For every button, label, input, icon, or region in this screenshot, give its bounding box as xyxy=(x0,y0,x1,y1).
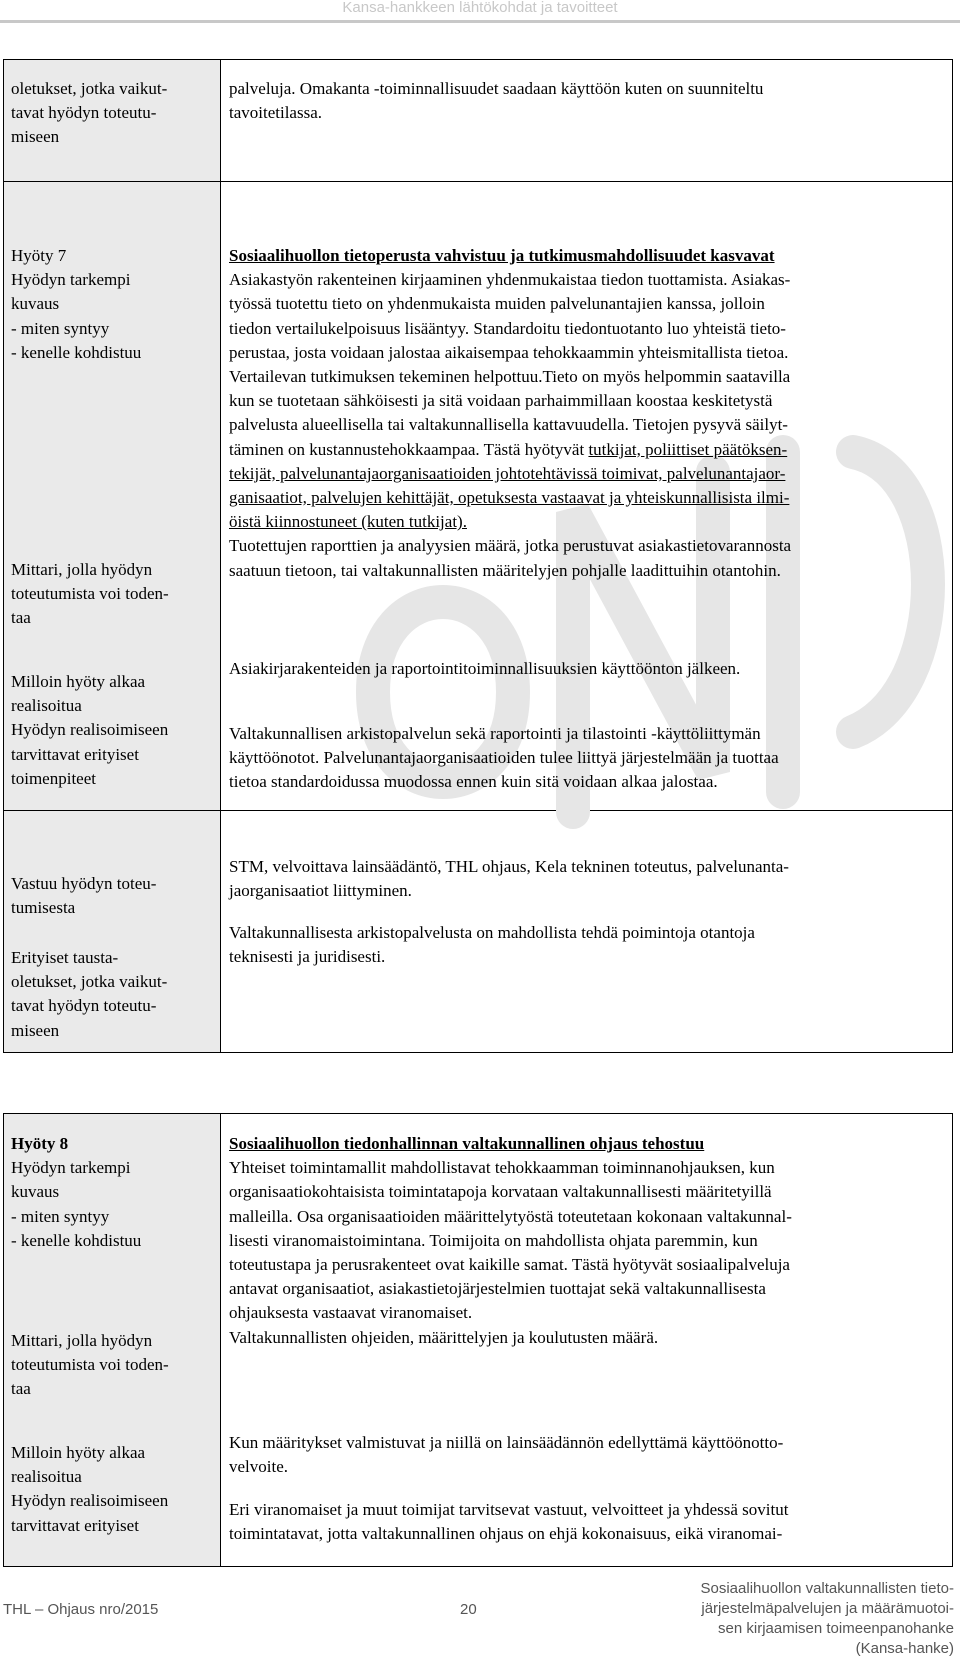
text-line: Valtakunnallisen arkistopalvelun sekä raportointi ja tilastointi -käyttöliittymän xyxy=(229,724,761,743)
text-line: perustaa, josta voidaan jalostaa aikaisempaa tehokkaammin yhteismitallista tietoa. xyxy=(229,342,789,362)
text-line: realisoitua xyxy=(11,696,82,716)
hyoty-7-right-actions xyxy=(229,722,945,795)
text-line: järjestelmäpalvelujen ja määrämuotoi- xyxy=(701,1600,954,1617)
top-right-text xyxy=(229,77,945,125)
text-line: Vertailevan tutkimuksen tekeminen helpottuu.Tieto on myös helpommin saatavilla xyxy=(229,367,791,387)
text-line: käyttöönotot. Palvelunantajaorganisaatioiden tulee liittyä järjestelmään ja tuottaa xyxy=(229,748,779,768)
hyoty-7-left-responsibility xyxy=(11,872,217,920)
text-line: työssä tuotettu tieto on yhdenmukaista muiden palvelunantajien kanssa, jolloin xyxy=(229,294,765,314)
text-line: toteutustapa ja perusrakenteet ovat kaikille samat. Tästä hyötyvät sosiaalipalveluja xyxy=(229,1255,790,1275)
benefit-title: Hyöty 8 xyxy=(11,1134,69,1153)
text-line: jaorganisaatiot liittyminen. xyxy=(229,881,412,901)
benefit-heading: Sosiaalihuollon tiedonhallinnan valtakunnallinen ohjaus tehostuu xyxy=(229,1134,705,1153)
text-line: kun se tuotetaan sähköisesti ja sitä voidaan parhaimmillaan koostaa keskitetystä xyxy=(229,391,773,411)
text-line: saatuun tietoon, tai valtakunnallisten määritelyjen pohjalle laadittuihin otantohin. xyxy=(229,560,781,580)
text-line: lisesti viranomaistoimintana. Toimijoita on mahdollista ohjata paremmin, kun xyxy=(229,1230,758,1250)
text-line: sen kirjaamisen toimeenpanohanke xyxy=(718,1620,954,1637)
text-line: organisaatiokohtaisista toimintatapoja korvataan valtakunnallisesti määritetyillä xyxy=(229,1182,772,1202)
text-line: Asiakastyön rakenteinen kirjaaminen yhdenmukaistaa tiedon tuottamista. Asiakas- xyxy=(229,270,791,290)
hyoty-7-left-desc xyxy=(11,244,217,365)
top-left-label xyxy=(11,77,217,150)
table-row-top xyxy=(3,59,955,182)
text-line: Eri viranomaiset ja muut toimijat tarvitsevat vastuut, velvoitteet ja yhdessä sovitut xyxy=(229,1500,789,1519)
text-line: Hyödyn realisoimiseen xyxy=(11,720,169,740)
hyoty-8-left-when xyxy=(11,1441,217,1538)
text-line: toteutumista voi toden- xyxy=(11,584,169,604)
hyoty-7-left-when xyxy=(11,670,217,791)
text-line: Hyödyn tarkempi xyxy=(11,1158,131,1178)
hyoty-7-left-meter xyxy=(11,558,217,631)
hyoty-8-right-desc xyxy=(229,1132,945,1350)
text-line: oletukset, jotka vaikut- xyxy=(11,972,168,992)
page-number: 20 xyxy=(460,1601,477,1618)
text-line: Valtakunnallisesta arkistopalvelusta on mahdollista tehdä poimintoja otantoja xyxy=(229,923,755,942)
text-line: oletukset, jotka vaikut- xyxy=(11,79,168,98)
text-line: tarvittavat erityiset xyxy=(11,744,139,764)
hyoty-7-right-assumptions xyxy=(229,921,945,969)
text-line: Tuotettujen raporttien ja analyysien määrä, jotka perustuvat asiakastietovarannosta xyxy=(229,536,792,556)
text-line: taa xyxy=(11,608,31,628)
text-line: miseen xyxy=(11,127,60,147)
text-line: Valtakunnallisten ohjeiden, määrittelyjen ja koulutusten määrä. xyxy=(229,1327,659,1347)
text-line: tietoa standardoidussa muodossa ennen kuin sitä voidaan alkaa jalostaa. xyxy=(229,772,718,792)
text-line: miseen xyxy=(11,1020,60,1040)
text-line: - miten syntyy xyxy=(11,1206,110,1226)
text-line: kuvaus xyxy=(11,1182,60,1202)
hyoty-8-right-when xyxy=(229,1431,945,1479)
hyoty-8-right-actions xyxy=(229,1498,945,1546)
hyoty-8-block xyxy=(3,1113,955,1567)
hyoty-8-left-desc xyxy=(11,1132,217,1253)
text-line: täminen on kustannustehokkaampaa. Tästä hyötyvät xyxy=(229,439,589,459)
beneficiaries-text: ganisaatiot, palvelujen kehittäjät, opetuksesta vastaavat ja yhteiskunnallisista ilmi- xyxy=(229,488,790,508)
text-line: - kenelle kohdistuu xyxy=(11,1230,142,1250)
benefit-heading: Sosiaalihuollon tietoperusta vahvistuu ja tutkimusmahdollisuudet kasvavat xyxy=(229,246,775,265)
text-line: tarvittavat erityiset xyxy=(11,1515,139,1535)
text-line: toimenpiteet xyxy=(11,768,96,788)
hyoty-7-right-responsibility xyxy=(229,855,945,903)
text-line: kuvaus xyxy=(11,294,60,314)
text-line: velvoite. xyxy=(229,1457,289,1477)
hyoty-7-left-assumptions xyxy=(11,946,217,1043)
hyoty-7-right-desc xyxy=(229,244,945,583)
hyoty-8-left-meter xyxy=(11,1329,217,1402)
text-line: Sosiaalihuollon valtakunnallisten tieto- xyxy=(700,1580,954,1597)
running-header: Kansa-hankkeen lähtökohdat ja tavoitteet xyxy=(342,0,618,16)
text-line: - kenelle kohdistuu xyxy=(11,342,142,362)
text-line: tavat hyödyn toteutu- xyxy=(11,103,157,123)
text-line: (Kansa-hanke) xyxy=(855,1640,954,1657)
text-line: palvelusta alueellisella tai valtakunnallisella kattavuudella. Tietojen pysyvä säilyt- xyxy=(229,415,788,435)
text-line: tiedon vertailukelpoisuus lisääntyy. Standardoitu tiedontuotanto luo yhteistä tieto- xyxy=(229,318,786,338)
text-line: tavoitetilassa. xyxy=(229,103,323,123)
text-line: Hyödyn realisoimiseen xyxy=(11,1491,169,1511)
text-line: antavat organisaatiot, asiakastietojärjestelmien tuottajat sekä valtakunnallisesta xyxy=(229,1279,766,1299)
footer-project-name xyxy=(624,1579,954,1659)
text-line: Kun määritykset valmistuvat ja niillä on lainsäädännön edellyttämä käyttöönotto- xyxy=(229,1433,784,1452)
text-line: ohjauksesta vastaavat viranomaiset. xyxy=(229,1303,473,1323)
text-line: toteutumista voi toden- xyxy=(11,1355,169,1375)
text-line: Asiakirjarakenteiden ja raportointitoiminnallisuuksien käyttöönton jälkeen. xyxy=(229,659,741,678)
text-line: toimintatavat, jotta valtakunnallinen ohjaus on ehjä kokonaisuus, eikä viranomai- xyxy=(229,1524,783,1544)
text-line: taa xyxy=(11,1379,31,1399)
text-line: Mittari, jolla hyödyn xyxy=(11,560,153,579)
text-line: STM, velvoittava lainsäädäntö, THL ohjaus, Kela tekninen toteutus, palvelunanta- xyxy=(229,857,789,876)
beneficiaries-text: öistä kiinnostuneet (kuten tutkijat). xyxy=(229,512,467,532)
text-line: Erityiset tausta- xyxy=(11,948,119,967)
header-rule xyxy=(0,20,960,23)
text-line: teknisesti ja juridisesti. xyxy=(229,947,386,967)
hyoty-7-continued-block xyxy=(3,811,955,1053)
benefit-title: Hyöty 7 xyxy=(11,246,67,265)
text-line: tavat hyödyn toteutu- xyxy=(11,996,157,1016)
beneficiaries-text: tekijät, palvelunantajaorganisaatioiden johtotehtävissä toimivat, palvelunantajaor- xyxy=(229,463,786,483)
text-line: tumisesta xyxy=(11,898,76,918)
text-line: malleilla. Osa organisaatioiden määrittelytyöstä toteutetaan kokonaan valtakunnal- xyxy=(229,1206,792,1226)
text-line: Hyödyn tarkempi xyxy=(11,270,131,290)
text-line: palveluja. Omakanta -toiminnallisuudet saadaan käyttöön kuten on suunniteltu xyxy=(229,79,764,98)
beneficiaries-text: tutkijat, poliittiset päätöksen- xyxy=(588,439,788,459)
text-line: Vastuu hyödyn toteu- xyxy=(11,874,157,893)
text-line: Mittari, jolla hyödyn xyxy=(11,1331,153,1350)
text-line: Milloin hyöty alkaa xyxy=(11,1443,146,1462)
text-line: Yhteiset toimintamallit mahdollistavat tehokkaamman toiminnanohjauksen, kun xyxy=(229,1158,775,1178)
text-line: Milloin hyöty alkaa xyxy=(11,672,146,691)
text-line: realisoitua xyxy=(11,1467,82,1487)
hyoty-7-block xyxy=(3,182,955,811)
hyoty-7-right-when xyxy=(229,657,945,681)
text-line: - miten syntyy xyxy=(11,318,110,338)
footer-publication: THL – Ohjaus nro/2015 xyxy=(3,1601,159,1618)
